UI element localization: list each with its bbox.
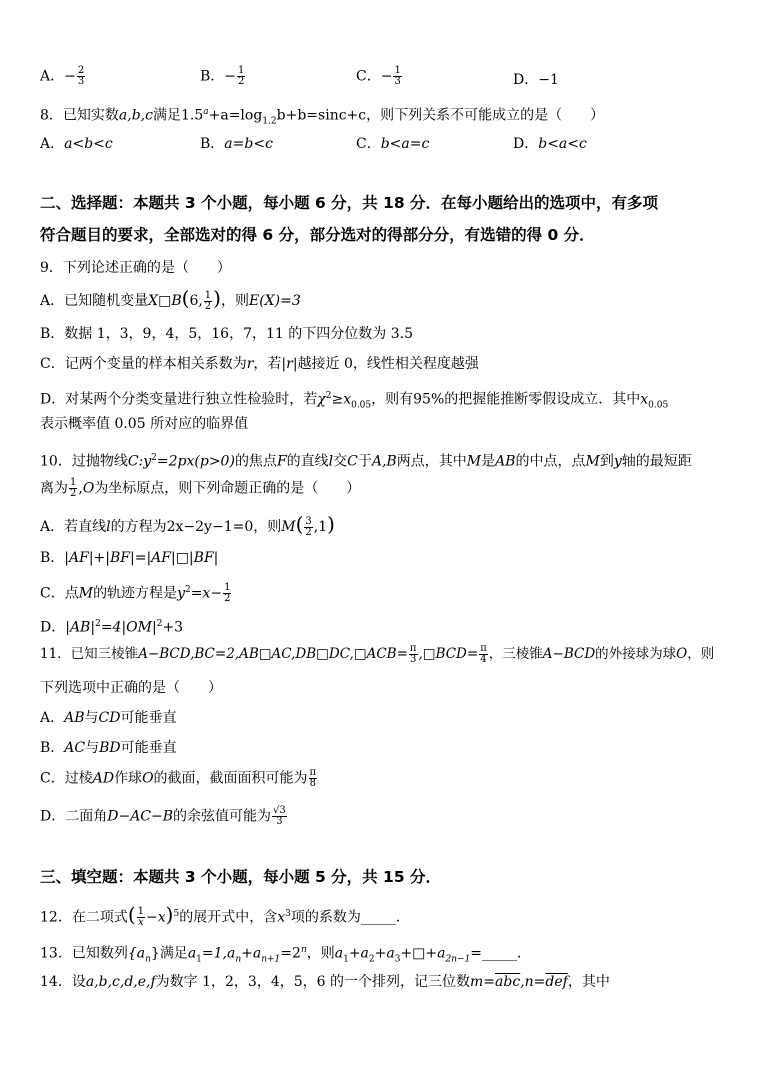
option-text: −1 — [538, 72, 559, 88]
stem-text: b+b=sinc+c — [276, 107, 367, 124]
math-var: M — [466, 453, 482, 470]
stem-text: 的焦点 — [234, 453, 277, 470]
superscript: 2 — [95, 619, 101, 629]
subscript: 0.05 — [648, 400, 669, 411]
math-expr: A−BCD — [542, 646, 596, 662]
right-paren: ) — [327, 512, 335, 536]
fraction-denominator: 3 — [410, 654, 417, 665]
stem-text: +a=log — [208, 107, 263, 124]
fraction-numerator: 2 — [77, 65, 85, 76]
fraction — [204, 291, 212, 312]
math-var: AD — [92, 770, 115, 787]
fraction-denominator: 3 — [77, 76, 85, 87]
math-var: y — [613, 453, 622, 470]
stem-text: 为坐标原点，则下列命题正确的是（ ） — [94, 480, 361, 497]
math-expr: =4|OM| — [100, 619, 157, 636]
math-expr: E(X)=3 — [248, 293, 301, 309]
option-label: C． — [356, 68, 381, 85]
q8-stem — [40, 102, 604, 131]
math-var: O — [676, 646, 688, 662]
math-text: ,1 — [313, 519, 328, 535]
math-var: x — [640, 391, 649, 408]
option-label: A． — [40, 136, 65, 152]
fraction-denominator: 8 — [309, 778, 317, 789]
stem-text: ，则 — [687, 646, 715, 662]
math-expr: +a — [374, 945, 395, 962]
fraction-numerator: 1 — [238, 65, 245, 76]
left-paren: ( — [181, 286, 190, 310]
option-text: ，则 — [253, 519, 282, 535]
stem-text: 离为 — [40, 480, 68, 497]
fraction-denominator: 2 — [70, 488, 77, 499]
math-expr: D−AC−B — [107, 808, 174, 825]
math-expr: +□+a — [400, 945, 446, 962]
fraction — [304, 517, 312, 538]
math-var: M — [585, 453, 600, 470]
option-text: 的余弦值可能为 — [173, 808, 272, 825]
stem-text: 到 — [599, 453, 614, 470]
fraction-numerator: 1 — [70, 477, 77, 488]
option-label: D． — [513, 72, 539, 88]
left-paren: ( — [295, 512, 304, 536]
stem-text: 为数字 1，2，3，4，5，6 的一个排列，记三位数 — [155, 974, 471, 990]
math-expr: =x− — [190, 585, 223, 602]
option-text: a=b<c — [224, 136, 273, 152]
stem-text: ，则下列关系不可能成立的是（ ） — [366, 107, 605, 124]
option-text: C．过棱 — [40, 770, 93, 787]
fraction-denominator: 4 — [480, 654, 487, 665]
option-text: A． — [40, 710, 65, 726]
math-text: , — [78, 480, 83, 497]
option-sign: − — [224, 68, 237, 85]
option-text: 的截面，截面面积可能为 — [153, 770, 308, 787]
stem-text: 的展开式中，含 — [179, 909, 278, 926]
math-expr: |r| — [281, 356, 298, 372]
superscript: n — [300, 945, 307, 955]
fraction-denominator: x — [138, 917, 144, 929]
fraction-denominator: 2 — [238, 76, 245, 87]
fraction-numerator: 1 — [394, 65, 401, 76]
fraction-numerator: 1 — [224, 582, 231, 594]
math-var: O — [142, 770, 154, 787]
option-label: D． — [513, 136, 539, 152]
fraction-denominator: 3 — [276, 816, 283, 827]
math-text: } — [150, 945, 160, 962]
overlined-number: $\overline{abc}$ — [495, 974, 521, 990]
math-var: CD — [98, 710, 121, 726]
math-expr: +a — [348, 945, 369, 962]
stem-text: ，三棱锥 — [488, 646, 543, 662]
stem-text: 的外接球为球 — [595, 646, 677, 662]
superscript: a — [203, 107, 209, 117]
math-expr: ,□BCD= — [418, 646, 479, 662]
q9-option-c — [40, 354, 479, 374]
superscript: 3 — [285, 909, 291, 919]
fraction — [393, 66, 401, 87]
subscript: 1 — [343, 954, 349, 965]
math-expr: m= — [470, 974, 496, 990]
math-var: AB — [495, 453, 516, 470]
subscript: 0.05 — [351, 400, 372, 411]
stem-text: 满足1.5 — [152, 107, 204, 124]
stem-text: ，其中 — [567, 974, 610, 990]
math-var: x — [343, 391, 352, 408]
q10-stem-line2 — [40, 478, 360, 499]
option-text: 可能垂直 — [120, 740, 177, 756]
left-paren: ( — [127, 902, 136, 927]
right-paren: ) — [213, 286, 221, 310]
math-var: F — [276, 453, 287, 470]
math-var: M — [78, 585, 94, 602]
overlined-number: $\overline{def}$ — [545, 974, 568, 990]
math-var: B — [171, 293, 182, 309]
answer-blank: _____ — [360, 909, 396, 926]
fraction — [479, 644, 488, 665]
q11-stem-line1 — [40, 644, 714, 665]
q8-option-d — [513, 134, 587, 154]
superscript: 2 — [325, 391, 332, 401]
q9-option-d — [40, 386, 668, 415]
q8-option-a — [40, 134, 113, 154]
subscript: 1.2 — [262, 116, 277, 127]
math-expr: |AB| — [65, 619, 96, 636]
option-text: 的轨迹方程是 — [93, 585, 178, 602]
fraction-numerator: 1 — [204, 289, 212, 301]
option-label: C． — [356, 136, 381, 152]
math-vars: a,b,c,d,e,f — [85, 974, 156, 990]
fraction — [69, 478, 77, 499]
q9-option-d-line2: 表示概率值 0.05 所对应的临界值 — [40, 416, 249, 432]
math-expr: −x — [146, 909, 166, 926]
option-text: 可能垂直 — [120, 710, 177, 726]
superscript: 2 — [151, 453, 157, 463]
option-text: 越接近 0，线性相关程度越强 — [297, 356, 479, 372]
math-var: χ — [317, 391, 326, 408]
option-text: b<a<c — [538, 136, 587, 152]
math-text: 6, — [189, 293, 203, 309]
option-text: D．对某两个分类变量进行独立性检验时，若 — [40, 391, 318, 408]
math-expr: +a — [241, 945, 262, 962]
stem-text: 14．设 — [40, 974, 86, 990]
math-var: a — [187, 945, 197, 962]
math-var: M — [281, 519, 296, 535]
stem-text: 11．已知三棱锥 — [40, 646, 139, 662]
q11-option-a — [40, 708, 176, 728]
math-var: O — [82, 480, 95, 497]
q10-option-c — [40, 580, 232, 604]
math-var: AB — [64, 710, 85, 726]
right-paren: ) — [165, 902, 174, 927]
fraction — [237, 66, 245, 87]
q11-option-d — [40, 806, 288, 827]
stem-text: 12．在二项式 — [40, 909, 128, 926]
option-text: b<a=c — [380, 136, 430, 152]
fraction-numerator: √3 — [273, 805, 286, 816]
option-text: A．已知随机变量 — [40, 293, 149, 309]
math-var: x — [277, 909, 286, 926]
math-text: =2 — [280, 945, 301, 962]
option-text: B． — [40, 550, 65, 566]
stem-text: ，则 — [306, 945, 335, 962]
math-expr: {a — [127, 945, 146, 962]
math-var: r — [246, 356, 254, 372]
math-expr: |AF|+|BF|=|AF|□|BF| — [64, 550, 219, 566]
symbol: □ — [158, 293, 172, 309]
math-var: l — [106, 519, 111, 535]
q10-option-b — [40, 548, 218, 568]
question-number: 8． — [40, 107, 63, 124]
math-var: X — [148, 293, 159, 309]
fraction — [309, 768, 318, 789]
stem-text: 13．已知数列 — [40, 945, 128, 962]
stem-text: 于 — [357, 453, 372, 470]
option-text: ，若 — [253, 356, 282, 372]
q14-stem — [40, 972, 610, 992]
q11-stem-line2: 下列选项中正确的是（ ） — [40, 680, 222, 696]
option-text: 的方程为 — [110, 519, 167, 535]
stem-text: ． — [395, 909, 410, 926]
fraction-denominator: 3 — [394, 76, 401, 87]
subscript: 2 — [368, 954, 375, 965]
section2-heading-line2: 符合题目的要求，全部选对的得 6 分，部分选对的得部分分，有选错的得 0 分． — [40, 226, 595, 244]
fraction — [272, 806, 287, 827]
subscript: n — [145, 954, 151, 965]
option-text: D．二面角 — [40, 808, 108, 825]
stem-text: 交 — [333, 453, 348, 470]
stem-text: 满足 — [159, 945, 188, 962]
option-text: C．点 — [40, 585, 79, 602]
stem-text: 已知实数 — [62, 107, 119, 124]
q9-option-a — [40, 288, 301, 312]
section2-heading-line1: 二、选择题：本题共 3 个小题，每小题 6 分，共 18 分．在每小题给出的选项中，有多项 — [40, 194, 659, 212]
math-text: = — [470, 945, 483, 962]
option-text: D． — [40, 619, 66, 636]
stem-text: 轴的最短距 — [621, 453, 692, 470]
fraction-numerator: 3 — [305, 515, 312, 527]
superscript: 2 — [156, 619, 163, 629]
section3-heading: 三、填空题：本题共 3 个小题，每小题 5 分，共 15 分． — [40, 868, 442, 886]
option-label: B． — [200, 136, 225, 152]
subscript: 1 — [196, 954, 202, 965]
option-text: ，则有95%的把握能推断零假设成立．其中 — [371, 391, 641, 408]
q8-option-c — [356, 134, 429, 154]
q13-stem — [40, 940, 531, 969]
math-var: BD — [99, 740, 121, 756]
math-expr: =1,a — [201, 945, 236, 962]
q7-option-a — [40, 66, 86, 87]
option-text: a<b<c — [64, 136, 113, 152]
math-var: AC — [64, 740, 86, 756]
option-text: B． — [40, 740, 65, 756]
q9-option-b: B．数据 1，3，9，4，5，16，7，11 的下四分位数为 3.5 — [40, 326, 413, 342]
q7-option-c — [356, 66, 403, 87]
q8-option-b — [200, 134, 273, 154]
option-text: A．若直线 — [40, 519, 107, 535]
option-label: A． — [40, 68, 65, 85]
fraction-denominator: 2 — [224, 593, 231, 605]
fraction-numerator: π — [409, 643, 417, 654]
fraction — [77, 66, 85, 87]
stem-text: 10．过抛物线 — [40, 453, 128, 470]
fraction-denominator: 2 — [305, 526, 312, 538]
stem-text: 项的系数为 — [290, 909, 361, 926]
stem-text: ． — [517, 945, 532, 962]
answer-blank: _____ — [482, 945, 518, 962]
option-text: 与 — [85, 740, 100, 756]
subscript: n+1 — [261, 954, 281, 965]
math-expr: ,n= — [520, 974, 546, 990]
superscript: 2 — [184, 585, 191, 595]
q7-option-b — [200, 66, 246, 87]
math-var: l — [328, 453, 334, 470]
q9-stem: 9．下列论述正确的是（ ） — [40, 260, 231, 276]
math-expr: =2px(p>0) — [156, 453, 235, 470]
option-label: B． — [200, 68, 225, 85]
option-sign: − — [64, 68, 76, 85]
option-text: ，则 — [220, 293, 249, 309]
subscript: 3 — [394, 954, 401, 965]
subscript: n — [235, 954, 242, 965]
q10-stem-line1 — [40, 448, 692, 472]
math-text: +3 — [162, 619, 184, 636]
option-text: 与 — [84, 710, 99, 726]
superscript: 5 — [173, 909, 180, 919]
fraction — [137, 907, 145, 928]
math-expr: A−BCD,BC=2,AB□AC,DB□DC,□ACB= — [138, 646, 408, 662]
fraction-denominator: 2 — [204, 300, 212, 312]
q11-option-c — [40, 768, 318, 789]
math-var: C — [347, 453, 358, 470]
stem-text: 是 — [481, 453, 496, 470]
option-text: 作球 — [114, 770, 143, 787]
q7-option-d — [513, 70, 559, 90]
option-sign: − — [380, 68, 393, 85]
stem-text: 的直线 — [286, 453, 329, 470]
math-expr: C:y — [127, 453, 152, 470]
fraction-numerator: 1 — [137, 906, 145, 918]
math-var: A,B — [371, 453, 397, 470]
math-vars: a,b,c — [118, 107, 153, 124]
fraction — [409, 644, 418, 665]
q10-option-a — [40, 514, 335, 538]
math-expr: 2x−2y−1=0 — [166, 519, 254, 535]
math-var: a — [334, 945, 344, 962]
q12-stem — [40, 904, 410, 928]
stem-text: 的中点，点 — [515, 453, 586, 470]
fraction-numerator: π — [309, 767, 317, 778]
subscript: 2n−1 — [445, 954, 471, 965]
fraction-numerator: π — [480, 643, 487, 654]
q10-option-d — [40, 614, 183, 638]
symbol: ≥ — [331, 391, 344, 408]
fraction — [223, 583, 231, 604]
q11-option-b — [40, 738, 177, 758]
math-var: y — [177, 585, 185, 602]
option-text: C．记两个变量的样本相关系数为 — [40, 356, 247, 372]
stem-text: 两点，其中 — [396, 453, 467, 470]
